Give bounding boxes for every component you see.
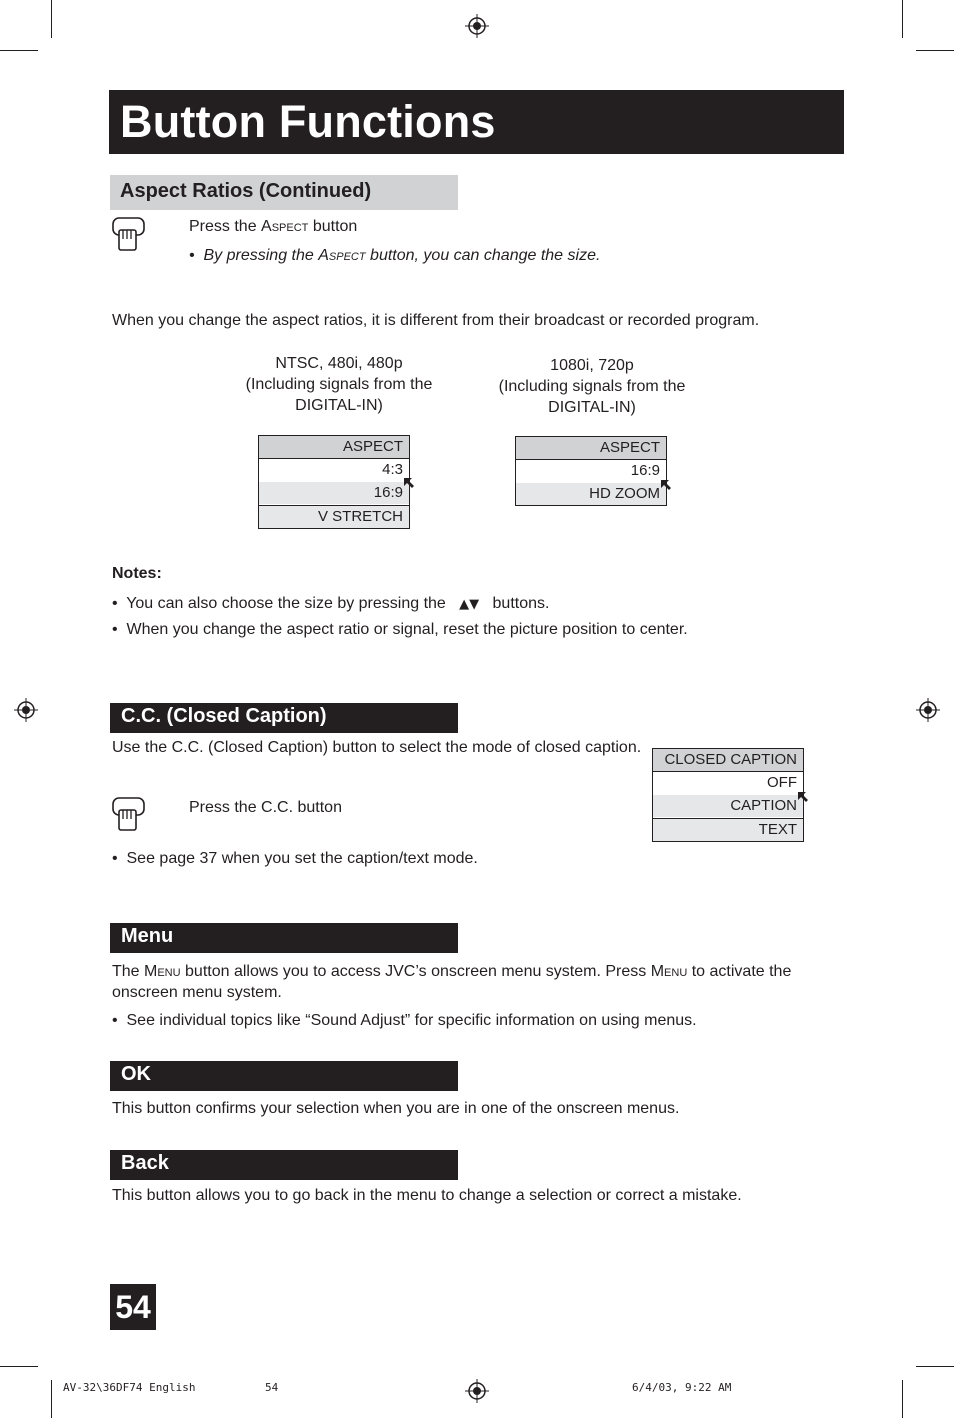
cc-bullet: • See page 37 when you set the caption/text mode. (112, 850, 478, 867)
closed-caption-menu (652, 748, 804, 842)
aspect-intro-text: When you change the aspect ratios, it is different from their broadcast or recorded program. (112, 312, 760, 329)
menu-item: V STRETCH (259, 505, 409, 528)
aspect-bullet: • By pressing the Aspect button, you can change the size. (189, 247, 601, 264)
page-title-bar (109, 90, 844, 154)
hand-press-icon (112, 217, 146, 253)
footer-page: 54 (265, 1381, 279, 1394)
section-heading-ok (110, 1061, 458, 1091)
aspect-menu-ntsc (258, 435, 410, 529)
menu-header: ASPECT (516, 437, 666, 460)
crop-mark (902, 0, 903, 38)
page-title: Button Functions (120, 96, 496, 147)
menu-item: HD ZOOM (516, 483, 666, 505)
menu-item: 4:3 (259, 459, 409, 482)
left-menu-caption: NTSC, 480i, 480p (Including signals from the DIGITAL-IN) (245, 355, 433, 414)
menu-cursor-icon (403, 477, 415, 489)
section-heading-label: Menu (121, 925, 174, 947)
registration-mark-icon (916, 698, 940, 722)
section-heading-label: Aspect Ratios (Continued) (120, 180, 372, 202)
menu-item: OFF (653, 772, 803, 795)
page-number: 54 (110, 1284, 156, 1330)
crop-mark (51, 0, 52, 38)
menu-cursor-icon (797, 791, 809, 803)
ok-description: This button confirms your selection when you are in one of the onscreen menus. (112, 1100, 680, 1117)
menu-description: The Menu button allows you to access JVC’s onscreen menu system. Press Menu to activate the onscreen menu system. (112, 963, 792, 1001)
menu-item: 16:9 (516, 460, 666, 483)
section-heading-label: Back (121, 1152, 169, 1174)
crop-mark (51, 1380, 52, 1418)
menu-bullet: • See individual topics like “Sound Adjust” for specific information on using menus. (112, 1012, 697, 1029)
section-heading-cc (110, 703, 458, 733)
crop-mark (0, 50, 38, 51)
press-cc-instruction: Press the C.C. button (189, 799, 342, 816)
menu-cursor-icon (660, 479, 672, 491)
crop-mark (902, 1380, 903, 1418)
menu-header: ASPECT (259, 436, 409, 459)
section-heading-label: OK (121, 1063, 151, 1085)
menu-item: 16:9 (259, 482, 409, 505)
back-description: This button allows you to go back in the menu to change a selection or correct a mistake. (112, 1187, 742, 1204)
note-item: • You can also choose the size by pressing the ▲▼ buttons. (112, 595, 550, 612)
section-heading-menu (110, 923, 458, 953)
crop-mark (0, 1366, 38, 1367)
aspect-menu-hd (515, 436, 667, 506)
crop-mark (916, 1366, 954, 1367)
menu-header: CLOSED CAPTION (653, 749, 803, 772)
notes-heading: Notes: (112, 565, 162, 582)
section-heading-back (110, 1150, 458, 1180)
right-menu-caption: 1080i, 720p (Including signals from the DIGITAL-IN) (498, 357, 686, 416)
cc-intro-text: Use the C.C. (Closed Caption) button to select the mode of closed caption. (112, 739, 642, 756)
footer-date: 6/4/03, 9:22 AM (632, 1381, 732, 1394)
menu-item: TEXT (653, 818, 803, 841)
crop-mark (916, 50, 954, 51)
registration-mark-icon (14, 698, 38, 722)
section-heading-aspect (110, 175, 458, 210)
footer-file: AV-32\36DF74 English (63, 1381, 196, 1394)
up-down-arrows-icon: ▲▼ (459, 597, 480, 612)
section-heading-label: C.C. (Closed Caption) (121, 705, 327, 727)
note-item: • When you change the aspect ratio or signal, reset the picture position to center. (112, 621, 688, 638)
press-aspect-instruction: Press the Aspect button (189, 218, 358, 235)
registration-mark-icon (465, 1379, 489, 1403)
hand-press-icon (112, 797, 146, 833)
registration-mark-icon (465, 14, 489, 38)
menu-item: CAPTION (653, 795, 803, 818)
